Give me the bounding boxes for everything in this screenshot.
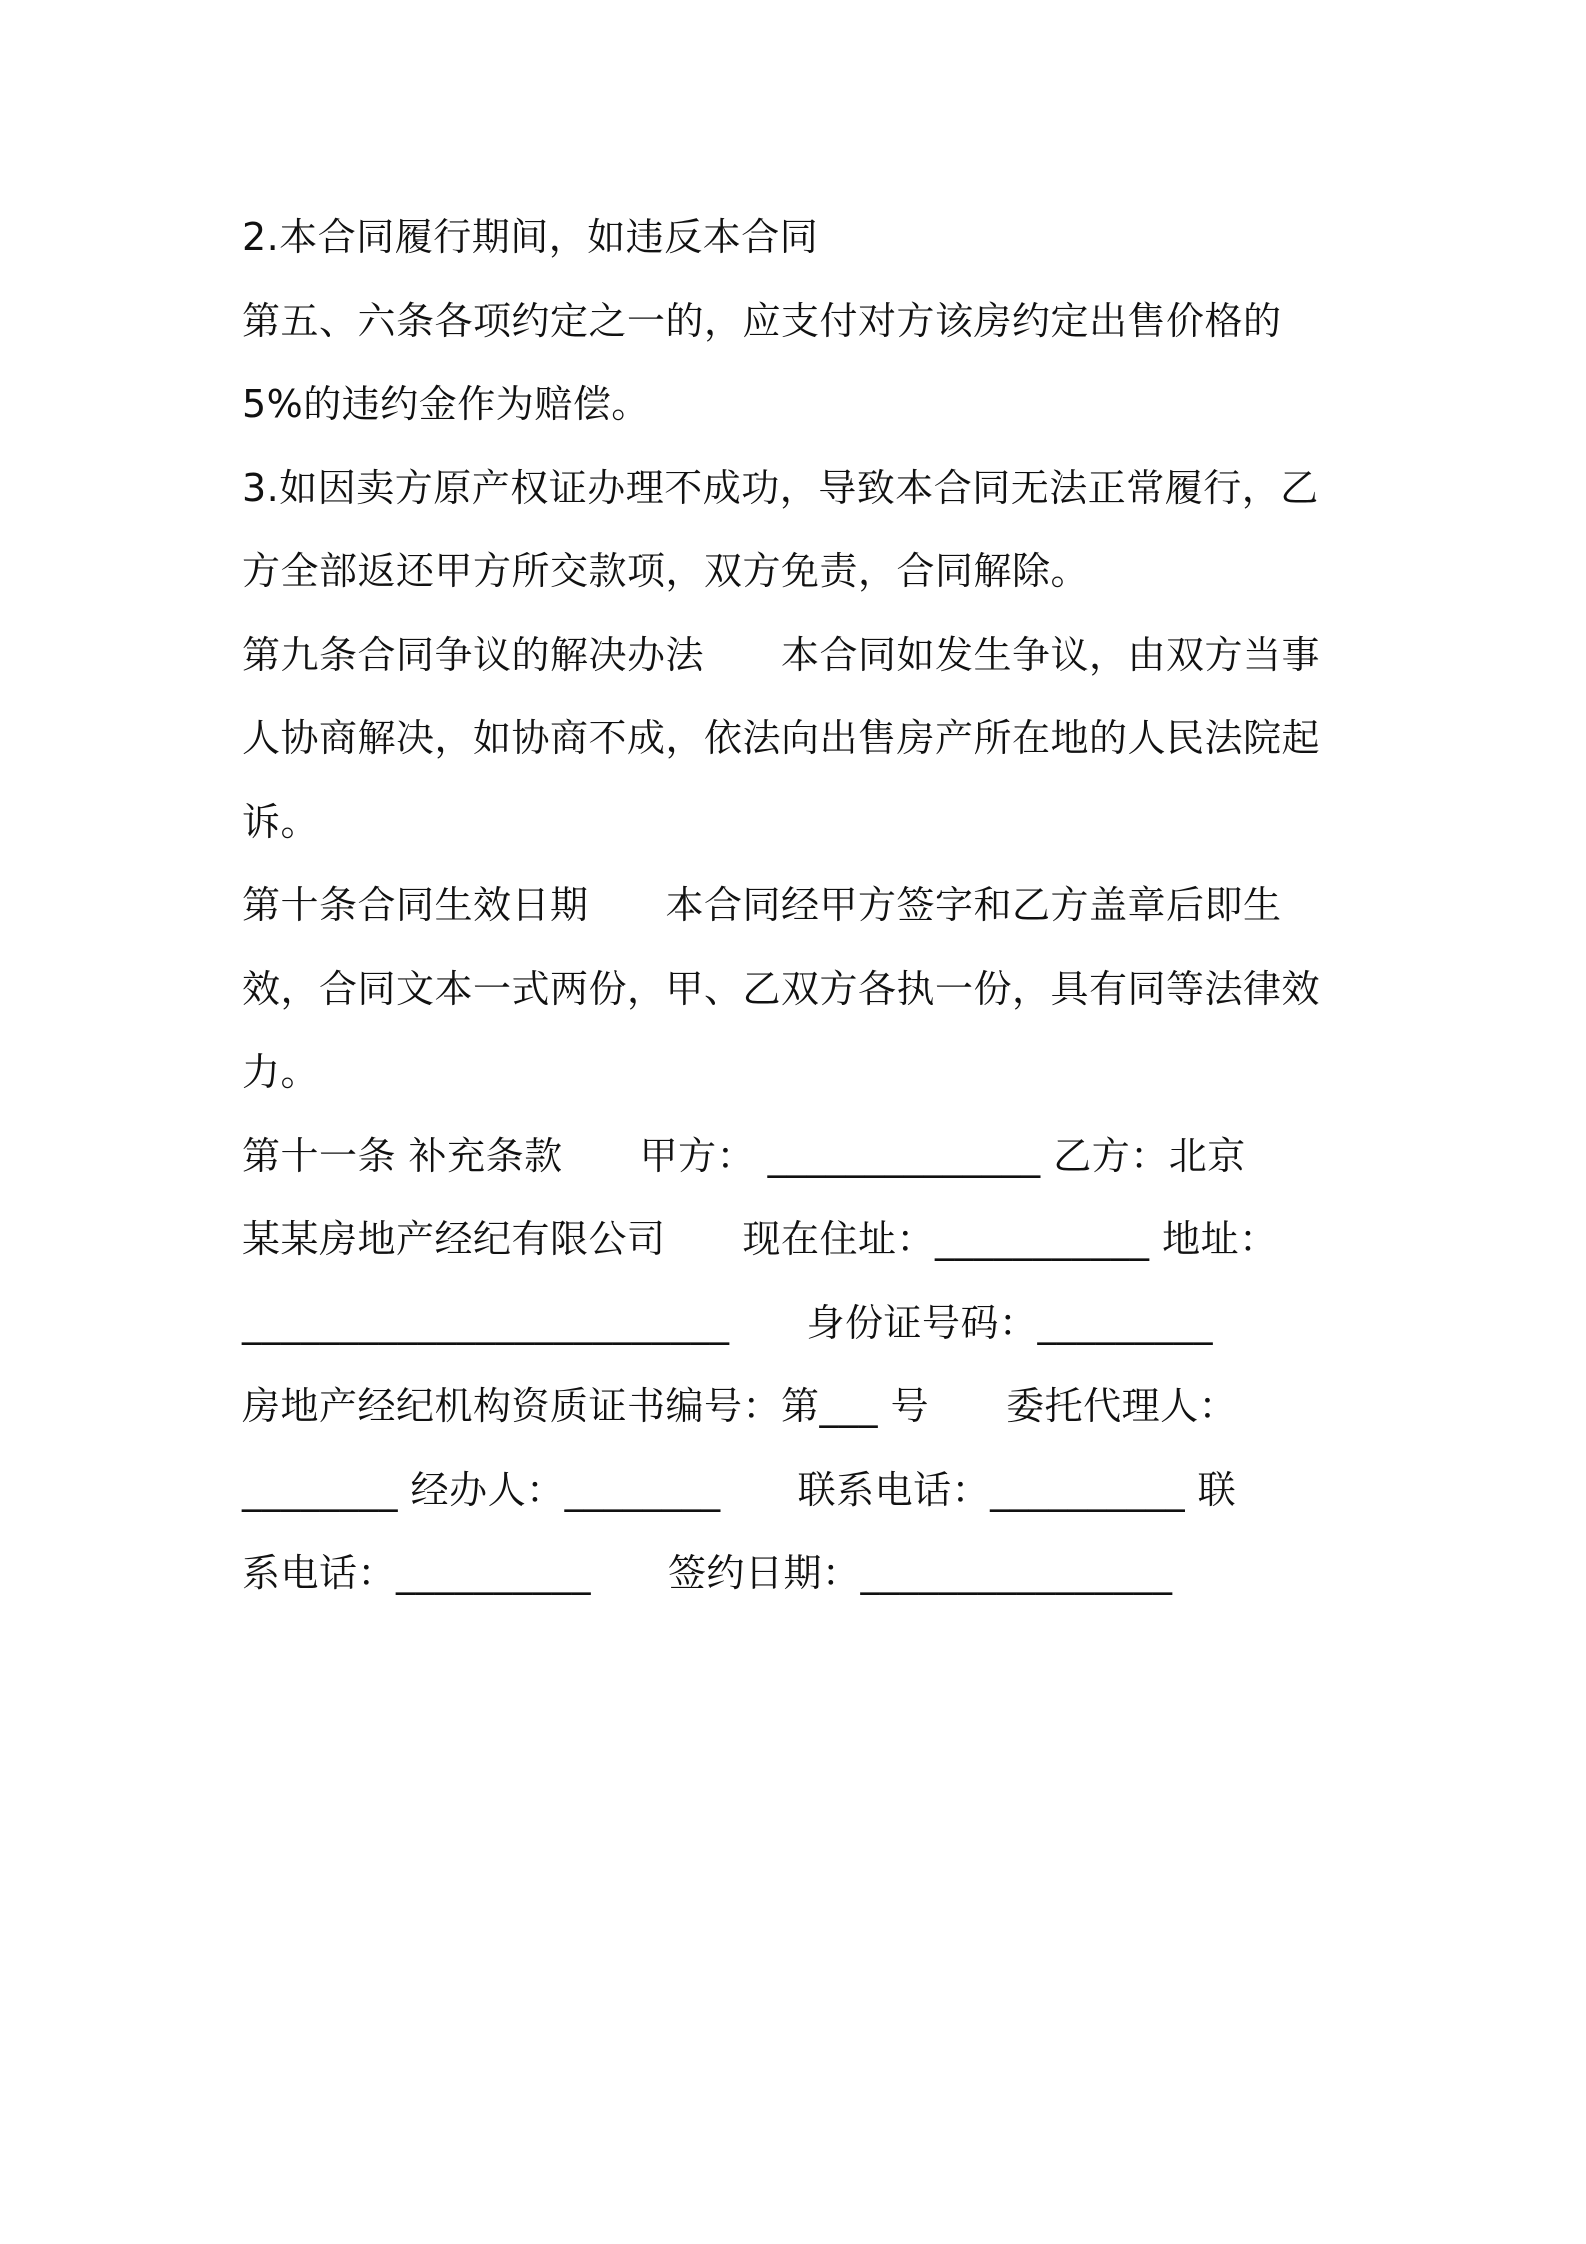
text-line: 效，合同文本一式两份，甲、乙双方各执一份，具有同等法律效 bbox=[242, 966, 1321, 1011]
text-line: 力。 bbox=[242, 1050, 320, 1094]
text-line: 第十条合同生效日期 本合同经甲方签字和乙方盖章后即生 bbox=[242, 883, 1282, 927]
text-line: 3.如因卖方原产权证办理不成功，导致本合同无法正常履行，乙 bbox=[242, 465, 1319, 510]
text-line: 第九条合同争议的解决办法 本合同如发生争议，由双方当事 bbox=[242, 632, 1321, 677]
text-line: 系电话：__________ 签约日期：________________ bbox=[242, 1551, 1173, 1595]
text-line: 2.本合同履行期间，如违反本合同 bbox=[242, 215, 819, 259]
text-line: 第十一条 补充条款 甲方： ______________ 乙方：北京 bbox=[242, 1133, 1246, 1178]
text-line: 5%的违约金作为赔偿。 bbox=[242, 382, 650, 426]
text-line: 方全部返还甲方所交款项，双方免责，合同解除。 bbox=[242, 549, 1090, 593]
text-line: 房地产经纪机构资质证书编号：第___ 号 委托代理人： bbox=[242, 1384, 1238, 1428]
text-line: ________ 经办人：________ 联系电话：__________ 联 bbox=[242, 1467, 1237, 1512]
text-line: 第五、六条各项约定之一的，应支付对方该房约定出售价格的 bbox=[242, 298, 1282, 343]
text-line: 人协商解决，如协商不成，依法向出售房产所在地的人民法院起 bbox=[242, 716, 1321, 760]
text-line: 某某房地产经纪有限公司 现在住址：___________ 地址： bbox=[242, 1217, 1278, 1261]
text-line: 诉。 bbox=[242, 799, 320, 844]
text-line: _________________________ 身份证号码：_________ bbox=[242, 1300, 1214, 1345]
contract-body bbox=[242, 196, 1362, 1616]
